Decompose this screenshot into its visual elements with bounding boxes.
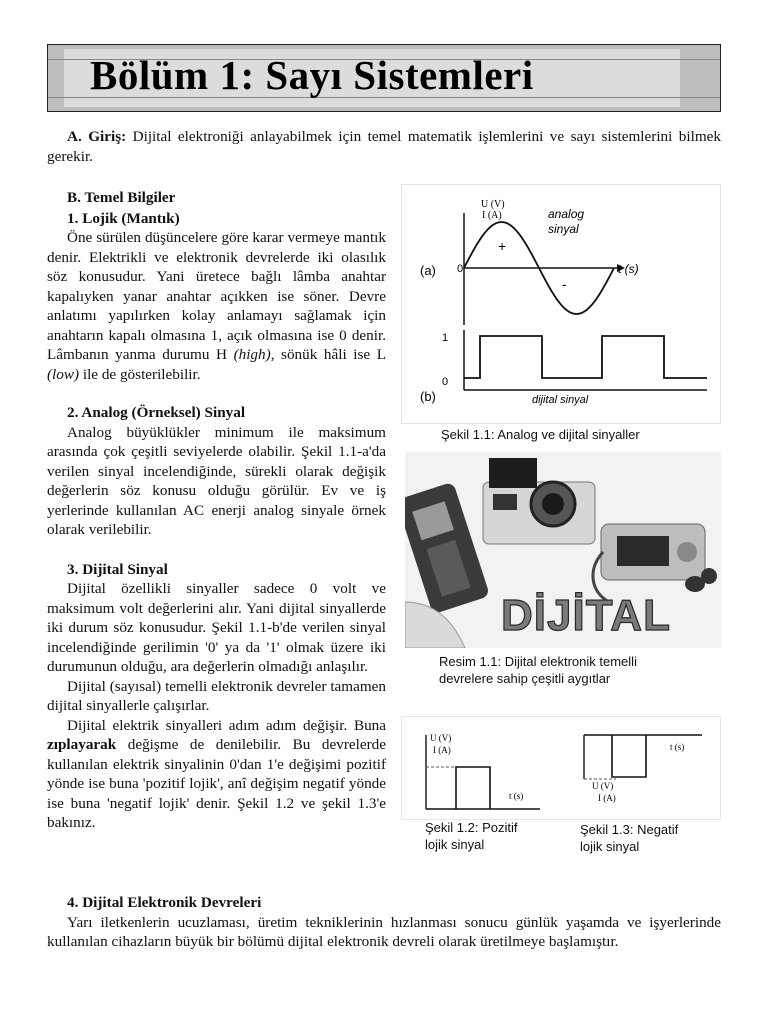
lojik-paragraph	[47, 228, 386, 384]
digital-paragraph-1: Dijital özellikli sinyaller sadece 0 volt ve maksimum volt değerlerini alır. Yani dijital sinyallerde iki durum söz konusudur. Şekil 1.1-b'de verilen sinyal incelendiğinde gerilimin '0' ya da '1' olmak üzere iki durumunun olduğu, ara değerlerin olmadığı anlaşılır.	[47, 580, 386, 675]
plus-sign: +	[498, 238, 507, 254]
digital-p3-bold: zıplayarak	[47, 736, 117, 753]
logic-signal-diagrams	[402, 717, 720, 819]
analog-label-2: sinyal	[548, 222, 579, 236]
minus-sign: -	[562, 276, 567, 292]
section-b-heading: B. Temel Bilgiler	[67, 189, 176, 206]
figures-1-2-1-3	[401, 716, 721, 820]
devices-illustration	[405, 452, 721, 648]
lojik-text-c: ile de gösterilebilir.	[79, 365, 201, 383]
devices-photo	[405, 452, 721, 648]
digital-logo-text: DİJİTAL	[501, 591, 671, 640]
figure-1-2-caption	[425, 819, 518, 853]
photo-caption-line-1: Resim 1.1: Dijital elektronik temelli	[439, 654, 637, 669]
figure-1-1	[401, 184, 721, 424]
zero-label: 0	[457, 263, 464, 275]
photo-caption	[439, 653, 637, 687]
intro-label: A. Giriş:	[67, 128, 127, 145]
lojik-heading: 1. Lojik (Mantık)	[67, 209, 180, 227]
axis-i-label: I (A)	[482, 210, 502, 221]
intro-text: Dijital elektroniği anlayabilmek için temel matematik işlemlerini ve sayı sistemlerini bilmek gerekir.	[47, 128, 721, 165]
figure-1-3-caption-line-1: Şekil 1.3: Negatif	[580, 822, 679, 837]
figure-b-label: (b)	[420, 389, 436, 404]
chapter-header	[47, 44, 721, 112]
digital-square-wave	[464, 336, 707, 378]
left-column	[47, 188, 386, 833]
figure-1-1-caption: Şekil 1.1: Analog ve dijital sinyaller	[441, 427, 640, 442]
neg-pulse	[612, 735, 646, 777]
level-zero-label: 0	[442, 376, 449, 388]
photo-caption-line-2: devrelere sahip çeşitli aygıtlar	[439, 671, 611, 686]
figure-1-2-caption-line-1: Şekil 1.2: Pozitif	[425, 820, 518, 835]
lojik-low: (low)	[47, 365, 80, 383]
intro-paragraph	[47, 127, 721, 166]
t-axis-label: t (s)	[618, 262, 639, 276]
level-one-label: 1	[442, 332, 449, 344]
lojik-high: (high)	[233, 346, 271, 363]
digital-label: dijital sinyal	[532, 394, 589, 406]
circuits-section	[47, 893, 721, 952]
figure-a-label: (a)	[420, 263, 436, 278]
neg-t-label: t (s)	[670, 742, 685, 752]
digital-p3-b: değişme de denilebilir. Bu devrelerde kullanılan elektrik sinyalinin 0'dan 1'e değişimi pozitif yönde ise buna 'pozitif lojik', anî değişim negatif yönde ise buna 'negatif lojik' denir. Şekil 1.2 ve şekil 1.3'e bakınız.	[47, 736, 386, 831]
axis-v-label: U (V)	[481, 199, 505, 210]
analog-label-1: analog	[548, 207, 585, 221]
figure-1-3-caption	[580, 821, 678, 855]
signal-diagram	[402, 185, 720, 423]
pos-pulse	[456, 767, 490, 809]
digital-heading: 3. Dijital Sinyal	[67, 560, 168, 578]
figure-1-2-caption-line-2: lojik sinyal	[425, 837, 485, 852]
neg-axis-i: I (A)	[598, 793, 616, 803]
chapter-title: Bölüm 1: Sayı Sistemleri	[90, 52, 534, 98]
digital-paragraph-2: Dijital (sayısal) temelli elektronik devreler tamamen dijital sinyallerle çalışırlar.	[47, 677, 386, 714]
analog-paragraph: Analog büyüklükler minimum ile maksimum arasında çok çeşitli seviyelerde olabilir. Şekil 1.1-a'da verilen sinyal incelendiğinde, sürekli olarak değişik değerlerin söz konusu olduğu görülür. Ev ve iş yerlerinde kullanılan AC enerji analog sinyale örnek olarak verilebilir.	[47, 423, 386, 538]
circuits-paragraph: Yarı iletkenlerin ucuzlaması, üretim tekniklerinin hızlanması sonucu günlük yaşamda ve işyerlerinde kullanılan cihazların büyük bir bölümü dijital elektronik devreli olarak üretilmeye başlamıştır.	[47, 913, 721, 950]
digital-p3-a: Dijital elektrik sinyalleri adım adım değişir. Buna	[67, 716, 386, 734]
lojik-text-a: Öne sürülen düşüncelere göre karar vermeye mantık denir. Elektrikli ve elektronik devrelerde iki olasılık söz konusudur. Yani üretece bağlı lâmba anahtar kapalıyken yanar anahtar açıkken ise söner. Devre anlatımı yapılırken kolay anlamayı sağlamak için anahtarın kapalı olmasına 1, açık olmasına ise 0 denir. Lâmbanın yanma durumu H	[47, 229, 386, 363]
analog-heading: 2. Analog (Örneksel) Sinyal	[67, 404, 246, 421]
neg-axis-v: U (V)	[592, 781, 614, 791]
figure-1-3-caption-line-2: lojik sinyal	[580, 839, 640, 854]
pos-axis-i: I (A)	[433, 745, 451, 755]
lojik-text-b: , sönük hâli ise L	[270, 346, 386, 363]
digital-paragraph-3	[47, 716, 386, 833]
pos-t-label: t (s)	[509, 791, 524, 801]
pos-axis-v: U (V)	[430, 733, 452, 743]
circuits-heading: 4. Dijital Elektronik Devreleri	[67, 894, 262, 911]
